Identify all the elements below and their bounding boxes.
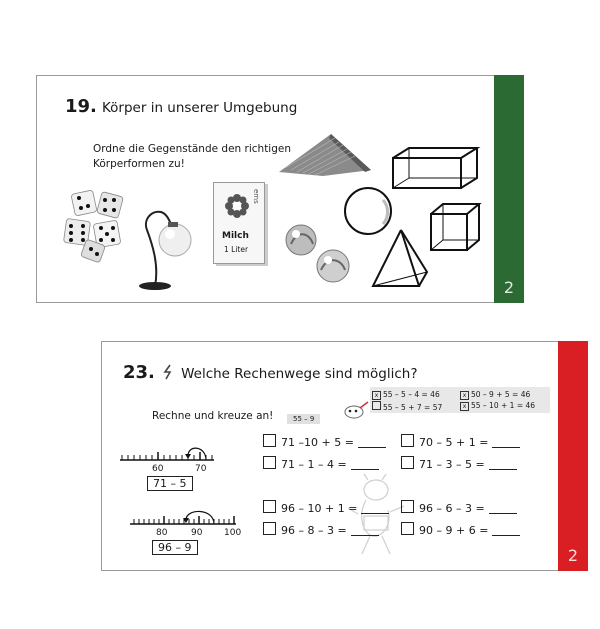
calc-task[interactable]	[401, 434, 520, 449]
hint-row-1	[372, 390, 440, 400]
green-edge-strip	[494, 75, 524, 303]
answer-blank[interactable]	[358, 447, 386, 448]
lightning-icon	[162, 364, 174, 380]
task-title: Körper in unserer Umgebung	[101, 100, 298, 116]
calc-task[interactable]	[263, 456, 379, 471]
hint-box	[370, 387, 550, 413]
lamp-image	[137, 206, 197, 292]
hint-right: 50 – 9 + 5 = 46	[471, 390, 531, 399]
calc-expression: 96 – 8 – 3 =	[281, 524, 347, 537]
hint-checkbox	[372, 401, 381, 410]
milk-volume: 1 Liter	[224, 245, 249, 254]
flower-icon	[224, 193, 250, 219]
calc-expression: 70 – 5 + 1 =	[419, 436, 489, 449]
milk-label: Milch	[222, 231, 249, 241]
marbles-image	[283, 222, 353, 286]
calc-expression: 96 – 6 – 3 =	[419, 502, 485, 515]
calc-task[interactable]	[263, 500, 389, 515]
answer-checkbox[interactable]	[401, 522, 414, 535]
dice-image	[59, 186, 131, 264]
task-heading	[123, 362, 418, 383]
hint-right: 55 – 10 + 1 = 46	[471, 401, 536, 410]
pyramid-shape	[371, 228, 431, 290]
mascot-illustration	[348, 474, 406, 558]
calc-expression: 96 – 10 + 1 =	[281, 502, 358, 515]
hint-left: 55 – 5 – 4 = 46	[383, 390, 440, 399]
mascot-icon	[342, 398, 372, 420]
number-line-expression: 96 – 9	[152, 540, 198, 555]
tick-label: 60	[152, 464, 164, 474]
hint-checkbox: x	[460, 391, 469, 400]
calc-expression: 71 –10 + 5 =	[281, 436, 354, 449]
answer-checkbox[interactable]	[263, 456, 276, 469]
cube-shape	[429, 202, 483, 254]
hint-row-2-right	[460, 401, 535, 411]
tick-label: 70	[195, 464, 207, 474]
number-line-1	[118, 440, 218, 466]
answer-checkbox[interactable]	[401, 500, 414, 513]
number-line-2	[128, 504, 240, 530]
milk-brand: ems	[252, 189, 260, 204]
hint-tag: 55 – 9	[287, 414, 320, 424]
number-line-expression: 71 – 5	[147, 476, 193, 491]
answer-checkbox[interactable]	[263, 434, 276, 447]
milk-carton-image	[213, 182, 265, 264]
roof-image	[273, 132, 373, 178]
answer-blank[interactable]	[351, 535, 379, 536]
answer-blank[interactable]	[351, 469, 379, 470]
answer-blank[interactable]	[492, 535, 520, 536]
hint-left: 55 – 5 + 7 = 57	[383, 403, 443, 412]
answer-blank[interactable]	[489, 513, 517, 514]
answer-blank[interactable]	[492, 447, 520, 448]
tick-label: 80	[156, 528, 168, 538]
task-heading	[65, 96, 297, 117]
hint-checkbox: x	[372, 391, 381, 400]
calc-task[interactable]	[401, 456, 517, 471]
task-number: 19.	[65, 96, 97, 117]
worksheet-card-19	[36, 75, 524, 303]
answer-checkbox[interactable]	[263, 522, 276, 535]
calc-task[interactable]	[263, 522, 379, 537]
instruction: Rechne und kreuze an!	[152, 410, 274, 422]
calc-expression: 90 – 9 + 6 =	[419, 524, 489, 537]
task-title: Welche Rechenwege sind möglich?	[181, 366, 418, 382]
hint-checkbox: x	[460, 402, 469, 411]
calc-expression: 71 – 3 – 5 =	[419, 458, 485, 471]
calc-task[interactable]	[401, 522, 520, 537]
answer-checkbox[interactable]	[263, 500, 276, 513]
calc-task[interactable]	[401, 500, 517, 515]
hint-row-2	[372, 401, 442, 412]
worksheet-card-23	[101, 341, 588, 571]
calc-task[interactable]	[263, 434, 386, 449]
red-edge-strip	[558, 341, 588, 571]
cuboid-shape	[389, 144, 483, 192]
instruction	[93, 142, 291, 172]
page-number: 2	[503, 278, 515, 297]
instruction-line-1: Ordne die Gegenstände den richtigen	[93, 143, 292, 155]
page-number: 2	[567, 546, 579, 565]
instruction-line-2: Körperformen zu!	[93, 158, 185, 170]
answer-blank[interactable]	[489, 469, 517, 470]
task-number: 23.	[123, 362, 155, 383]
answer-checkbox[interactable]	[401, 434, 414, 447]
tick-label: 90	[191, 528, 203, 538]
hint-row-1-right	[460, 390, 530, 400]
tick-label: 100	[224, 528, 242, 538]
calc-expression: 71 – 1 – 4 =	[281, 458, 347, 471]
answer-checkbox[interactable]	[401, 456, 414, 469]
answer-blank[interactable]	[361, 513, 389, 514]
